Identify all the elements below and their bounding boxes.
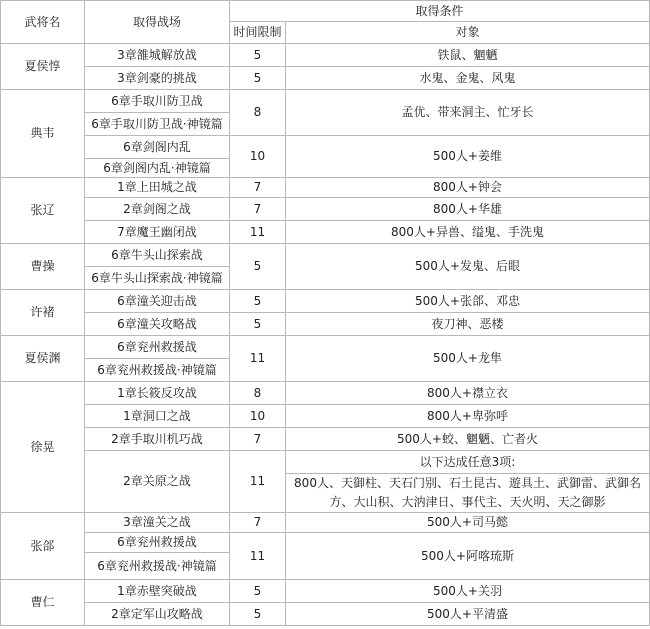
time-limit-cell: 5 [230,44,286,67]
table-row [1,290,650,313]
general-name: 曹操 [1,244,85,290]
battle-cell: 1章赤壁突破战 [85,580,230,603]
table-row [1,580,650,603]
table-row [1,382,650,405]
battle-cell: 2章关原之战 [85,451,230,513]
target-cell: 水鬼、金鬼、风鬼 [286,67,650,90]
target-cell: 800人+钟会 [286,178,650,198]
battle-cell: 2章手取川机巧战 [85,428,230,451]
general-name: 曹仁 [1,580,85,626]
target-cell: 500人+关羽 [286,580,650,603]
target-cell: 500人+张郃、邓忠 [286,290,650,313]
target-cell: 800人+襟立衣 [286,382,650,405]
header-row [1,1,650,22]
target-cell: 500人+阿喀琉斯 [286,533,650,580]
battle-cell: 3章剑豪的挑战 [85,67,230,90]
battle-cell: 6章手取川防卫战 [85,90,230,113]
battle-cell: 6章牛头山探索战·神镜篇 [85,267,230,290]
time-limit-cell: 11 [230,533,286,580]
battle-cell: 2章定军山攻略战 [85,603,230,626]
battle-cell: 6章剑阁内乱·神镜篇 [85,159,230,178]
time-limit-cell: 8 [230,382,286,405]
battle-cell: 6章剑阁内乱 [85,136,230,159]
battle-cell: 1章洞口之战 [85,405,230,428]
table-row [1,603,650,626]
time-limit-cell: 10 [230,405,286,428]
target-cell: 500人+发鬼、后眼 [286,244,650,290]
header-battle: 取得战场 [85,1,230,44]
battle-cell: 6章兖州救援战·神镜篇 [85,553,230,580]
table-row [1,44,650,67]
table-row [1,244,650,267]
battle-cell: 6章潼关攻略战 [85,313,230,336]
table-row [1,221,650,244]
target-cell: 500人+平清盛 [286,603,650,626]
battle-cell: 1章上田城之战 [85,178,230,198]
target-cell: 500人+姜维 [286,136,650,178]
target-cell: 500人+蛟、魍魉、亡者火 [286,428,650,451]
table-row [1,336,650,359]
table-row [1,198,650,221]
target-cell: 800人+华雄 [286,198,650,221]
time-limit-cell: 10 [230,136,286,178]
table-row [1,67,650,90]
time-limit-cell: 5 [230,580,286,603]
target-cell: 500人+司马懿 [286,513,650,533]
battle-cell: 3章雒城解放战 [85,44,230,67]
battle-cell: 7章魔王幽闭战 [85,221,230,244]
target-cell: 以下达成任意3项: [286,451,650,474]
table-row [1,178,650,198]
general-name: 夏侯渊 [1,336,85,382]
table-row [1,513,650,533]
battle-cell: 6章兖州救援战 [85,533,230,553]
general-name: 夏侯惇 [1,44,85,90]
battle-cell: 6章兖州救援战 [85,336,230,359]
table-row [1,136,650,159]
target-cell: 800人+卑弥呼 [286,405,650,428]
battle-cell: 6章牛头山探索战 [85,244,230,267]
time-limit-cell: 7 [230,428,286,451]
time-limit-cell: 11 [230,336,286,382]
table-row [1,533,650,553]
header-condition: 取得条件 [230,1,650,22]
target-cell: 铁鼠、魍魉 [286,44,650,67]
target-cell: 800人+异兽、缢鬼、手洗鬼 [286,221,650,244]
general-name: 徐晃 [1,382,85,513]
battle-cell: 6章手取川防卫战·神镜篇 [85,113,230,136]
target-cell: 500人+龙隼 [286,336,650,382]
time-limit-cell: 5 [230,67,286,90]
time-limit-cell: 5 [230,244,286,290]
header-general: 武将名 [1,1,85,44]
time-limit-cell: 7 [230,513,286,533]
battle-cell: 1章长筱反攻战 [85,382,230,405]
general-name: 许褚 [1,290,85,336]
target-detail-cell: 800人、天御柱、天石门别、石土昆古、遊具土、武御雷、武御名方、大山积、大汭津日、事代主、天火明、天之御影 [286,474,650,513]
general-name: 典韦 [1,90,85,178]
battle-cell: 3章潼关之战 [85,513,230,533]
time-limit-cell: 8 [230,90,286,136]
battle-cell: 6章潼关迎击战 [85,290,230,313]
time-limit-cell: 7 [230,178,286,198]
general-name: 张郃 [1,513,85,580]
table-row [1,451,650,474]
time-limit-cell: 5 [230,290,286,313]
table-row [1,313,650,336]
target-cell: 夜刀神、恶楼 [286,313,650,336]
time-limit-cell: 5 [230,603,286,626]
battle-cell: 2章剑阁之战 [85,198,230,221]
time-limit-cell: 5 [230,313,286,336]
table-row [1,90,650,113]
time-limit-cell: 11 [230,451,286,513]
battle-cell: 6章兖州救援战·神镜篇 [85,359,230,382]
time-limit-cell: 7 [230,198,286,221]
general-name: 张辽 [1,178,85,244]
header-time-limit: 时间限制 [230,22,286,44]
table-row [1,428,650,451]
header-target: 对象 [286,22,650,44]
table-row [1,405,650,428]
time-limit-cell: 11 [230,221,286,244]
target-cell: 孟优、带来洞主、忙牙长 [286,90,650,136]
